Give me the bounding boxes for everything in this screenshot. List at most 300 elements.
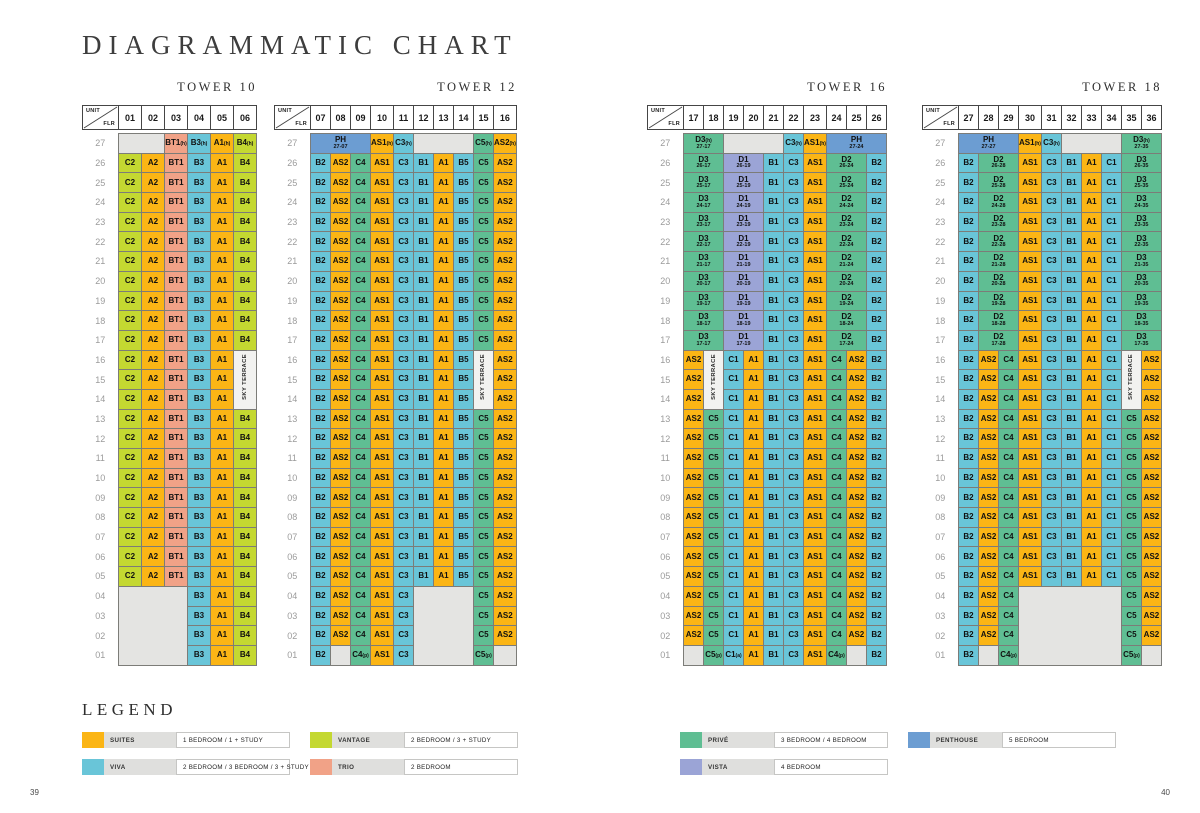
unit-range: 25-19: [736, 183, 751, 190]
unit-label: C1: [728, 413, 739, 423]
unit-label: AS2: [848, 374, 865, 384]
unit-cell-content: [351, 587, 370, 606]
unit-cell: [784, 271, 804, 291]
unit-cell-content: [1062, 272, 1081, 291]
unit-label: B2: [963, 492, 974, 502]
unit-cell: [393, 350, 413, 370]
unit-label: A1: [1086, 335, 1097, 345]
unit-cell: [234, 429, 257, 449]
unit-cell: [351, 252, 371, 272]
legend-desc: 3 BEDROOM / 4 BEDROOM: [774, 732, 888, 748]
unit-cell: [165, 173, 188, 193]
unit-cell: [1121, 409, 1141, 429]
unit-cell-content: [119, 213, 141, 232]
unit-range: 26-35: [1134, 163, 1149, 170]
unit-cell: [493, 508, 516, 528]
unit-label: C5: [708, 590, 719, 600]
unit-cell-content: [1102, 370, 1121, 389]
unit-label: A1: [748, 433, 759, 443]
unit-label: C3(h): [785, 138, 802, 148]
unit-label: AS1: [807, 335, 823, 345]
unit-cell: [331, 193, 351, 213]
unit-cell-content: [744, 547, 763, 566]
unit-label: AS2: [1143, 492, 1160, 502]
unit-cell: [493, 311, 516, 331]
unit-cell: [371, 468, 394, 488]
floor-label: 10: [95, 473, 106, 484]
unit-cell: [1121, 232, 1161, 252]
unit-label: AS1: [807, 551, 823, 561]
unit-range: 25-17: [696, 183, 711, 190]
floor-label: 07: [660, 532, 671, 543]
unit-label: C4: [831, 354, 842, 364]
column-header: 19: [724, 106, 744, 130]
unit-cell: [826, 606, 846, 626]
unit-label: C3: [398, 295, 409, 305]
unit-cell: [371, 291, 394, 311]
unit-cell: [826, 508, 846, 528]
unit-label: AS1: [374, 413, 390, 423]
unit-label: AS1: [374, 453, 390, 463]
unit-cell-content: [454, 154, 473, 173]
unit-range: 24-17: [696, 202, 711, 209]
page-number-left: 39: [30, 788, 39, 797]
unit-range: 25-28: [991, 183, 1006, 190]
unit-cell: [1041, 173, 1061, 193]
unit-cell-content: [1042, 311, 1061, 330]
unit-cell-content: [867, 252, 886, 271]
unit-cell-content: [1042, 292, 1061, 311]
unit-cell-content: [959, 626, 978, 645]
unit-label: B4: [239, 433, 251, 443]
unit-cell: [1041, 547, 1061, 567]
unit-cell-content: [804, 134, 826, 153]
unit-cell-content: [1082, 213, 1101, 232]
unit-cell: [142, 291, 165, 311]
unit-label: AS2: [497, 413, 513, 423]
unit-label: C3: [1046, 433, 1057, 443]
unit-cell-content: [827, 646, 846, 665]
unit-cell: [413, 527, 433, 547]
unit-label: AS2: [848, 472, 865, 482]
unit-cell-content: [784, 213, 803, 232]
unit-range: 27-17: [696, 143, 711, 150]
unit-label: B2: [315, 394, 326, 404]
legend-desc: 2 BEDROOM / 3 BEDROOM / 3 + STUDY: [176, 759, 290, 775]
unit-cell-content: [1042, 173, 1061, 192]
unit-cell: [119, 409, 142, 429]
unit-cell-content: [211, 292, 233, 311]
unit-cell: [211, 291, 234, 311]
unit-range: 23-28: [991, 222, 1006, 229]
unit-cell-content: [979, 626, 998, 645]
unit-cell-content: [827, 193, 866, 212]
unit-range: 24-19: [736, 202, 751, 209]
unit-cell-content: [351, 626, 370, 645]
unit-cell-content: [234, 567, 256, 586]
unit-cell-content: [724, 173, 763, 192]
unit-label: D2: [841, 214, 852, 224]
unit-cell-content: [474, 587, 493, 606]
unit-cell-content: [999, 370, 1018, 389]
unit-cell-content: [784, 429, 803, 448]
unit-cell: [1061, 389, 1081, 409]
corner-unit-label: UNIT: [926, 108, 941, 114]
unit-cell-content: [764, 410, 783, 429]
unit-label: C4: [355, 275, 366, 285]
unit-label: B1: [768, 590, 779, 600]
unit-cell-content: [847, 390, 866, 409]
unit-cell-content: [1082, 528, 1101, 547]
unit-label: AS1: [807, 295, 823, 305]
unit-label: D3: [1136, 332, 1147, 342]
unit-cell-content: [1042, 528, 1061, 547]
unit-cell: [846, 449, 866, 469]
unit-cell-content: [724, 252, 763, 271]
unit-label: B5: [458, 453, 469, 463]
unit-cell: [393, 311, 413, 331]
unit-cell: [211, 429, 234, 449]
unit-cell: [1019, 449, 1042, 469]
unit-label: C5: [478, 453, 489, 463]
unit-cell-content: [827, 429, 846, 448]
corner-flr-label: FLR: [668, 121, 680, 127]
unit-cell-content: [804, 607, 826, 626]
unit-cell: [684, 330, 724, 350]
unit-cell: [744, 449, 764, 469]
unit-label: C2: [124, 413, 136, 423]
unit-cell-content: [351, 410, 370, 429]
unit-cell: [188, 193, 211, 213]
unit-cell-content: [1082, 272, 1101, 291]
unit-cell-content: [827, 508, 846, 527]
unit-cell-content: [1019, 567, 1041, 586]
floor-row: [648, 527, 887, 547]
unit-label: AS2: [1143, 433, 1160, 443]
unit-cell-content: [1062, 449, 1081, 468]
unit-cell-content: [827, 292, 866, 311]
unit-cell-content: [1019, 193, 1041, 212]
unit-label: AS2: [980, 354, 997, 364]
unit-cell-content: [999, 567, 1018, 586]
unit-cell-content: [1019, 213, 1041, 232]
unit-label: AS2: [497, 335, 513, 345]
unit-label: C5: [708, 433, 719, 443]
unit-label: C3: [788, 472, 799, 482]
unit-cell-content: [394, 528, 413, 547]
unit-label: AS1: [374, 472, 390, 482]
unit-cell: [142, 547, 165, 567]
unit-cell-content: [804, 449, 826, 468]
unit-cell: [393, 173, 413, 193]
unit-label: C5: [708, 453, 719, 463]
unit-cell: [684, 212, 724, 232]
unit-cell-content: [784, 488, 803, 507]
unit-label: D2: [993, 154, 1004, 164]
unit-label: C4: [831, 413, 842, 423]
unit-cell: [724, 488, 744, 508]
unit-label: BT1: [168, 315, 184, 325]
unit-cell-content: [827, 370, 846, 389]
unit-cell-content: [1122, 429, 1141, 448]
unit-label: B3: [193, 650, 205, 660]
unit-label: C2: [124, 492, 136, 502]
unit-cell-content: [1102, 154, 1121, 173]
unit-label: C4: [355, 472, 366, 482]
unit-label: A2: [147, 492, 159, 502]
unit-cell: [704, 468, 724, 488]
unit-label: B5: [458, 571, 469, 581]
unit-label: A2: [147, 354, 159, 364]
unit-cell: [744, 429, 764, 449]
unit-cell-content: [142, 311, 164, 330]
unit-cell: [453, 271, 473, 291]
column-header: 13: [433, 106, 453, 130]
unit-cell: [234, 409, 257, 429]
unit-label: D3: [698, 312, 709, 322]
floor-row: [648, 291, 887, 311]
unit-label: C3: [398, 236, 409, 246]
legend-desc: 2 BEDROOM: [404, 759, 518, 775]
unit-cell: [959, 449, 979, 469]
unit-cell-content: [311, 410, 330, 429]
unit-cell: [311, 468, 331, 488]
unit-label: C1: [728, 374, 739, 384]
unit-cell-content: [1062, 351, 1081, 370]
unit-cell-content: [311, 213, 330, 232]
unit-cell-content: [371, 587, 393, 606]
unit-label: AS1: [1022, 433, 1038, 443]
unit-cell: [331, 547, 351, 567]
unit-cell-content: [704, 429, 723, 448]
floor-label: 13: [935, 413, 946, 424]
unit-suffix: (p): [1133, 653, 1140, 660]
unit-cell-content: [371, 429, 393, 448]
corner-unit-label: UNIT: [651, 108, 666, 114]
unit-cell-content: [165, 547, 187, 566]
unit-cell: [764, 330, 784, 350]
unit-cell: [1061, 153, 1081, 173]
unit-cell: [413, 567, 433, 587]
floor-label: 13: [95, 413, 106, 424]
legend-swatch: [310, 732, 332, 748]
floor-label: 04: [287, 591, 298, 602]
unit-label: A2: [147, 216, 159, 226]
unit-label: C5: [478, 551, 489, 561]
unit-label: C1: [1106, 157, 1117, 167]
unit-label: AS1: [1022, 157, 1038, 167]
unit-cell: [724, 449, 744, 469]
unit-cell-content: [827, 528, 846, 547]
unit-cell-content: [827, 232, 866, 251]
unit-cell: [433, 488, 453, 508]
unit-cell: [1121, 527, 1141, 547]
column-header: 08: [331, 106, 351, 130]
unit-label: D2: [841, 174, 852, 184]
unit-label: C4(p): [352, 650, 369, 660]
unit-label: C3: [398, 551, 409, 561]
unit-cell-content: [684, 370, 703, 389]
unit-cell: [473, 409, 493, 429]
unit-cell-content: [744, 508, 763, 527]
unit-cell-content: [119, 370, 141, 389]
unit-label: BT1(h): [165, 138, 187, 148]
unit-cell-content: [764, 626, 783, 645]
unit-cell-content: [351, 390, 370, 409]
unit-cell: [413, 193, 433, 213]
unit-cell: [433, 330, 453, 350]
unit-label: D2: [841, 312, 852, 322]
unit-cell: [804, 173, 827, 193]
unit-cell-content: [234, 252, 256, 271]
unit-cell: [804, 626, 827, 646]
tower-title: TOWER 16: [807, 80, 887, 94]
unit-suffix: (h): [705, 138, 712, 145]
unit-label: C5: [1126, 531, 1137, 541]
unit-cell-content: [847, 508, 866, 527]
unit-cell: [188, 547, 211, 567]
unit-label: AS2: [332, 315, 349, 325]
unit-label: AS2: [848, 551, 865, 561]
floor-row: [923, 212, 1162, 232]
column-header: 06: [234, 106, 257, 130]
unit-cell-content: [1042, 134, 1061, 153]
unit-cell: [979, 232, 1019, 252]
unit-label: C4: [1003, 492, 1014, 502]
unit-cell-content: [331, 626, 350, 645]
unit-cell: [1101, 271, 1121, 291]
unit-label: B2: [963, 590, 974, 600]
unit-cell: [188, 626, 211, 646]
unit-cell-content: [847, 429, 866, 448]
unit-cell: [1141, 488, 1161, 508]
unit-label: C3: [1046, 315, 1057, 325]
unit-cell-content: [764, 154, 783, 173]
unit-cell: [351, 291, 371, 311]
unit-suffix: (h): [1053, 141, 1060, 148]
unit-cell: [1121, 291, 1161, 311]
unit-label: B2: [963, 551, 974, 561]
unit-label: B1: [1066, 374, 1077, 384]
unit-cell-content: [394, 410, 413, 429]
unit-cell-content: [847, 626, 866, 645]
unit-cell-content: [211, 331, 233, 350]
unit-cell-content: [764, 213, 783, 232]
unit-label: C3: [398, 177, 409, 187]
unit-cell: [211, 311, 234, 331]
unit-cell-content: [331, 508, 350, 527]
floor-label: 12: [660, 433, 671, 444]
unit-label: AS1: [807, 256, 823, 266]
unit-label: BT1: [168, 374, 184, 384]
unit-cell-content: [142, 154, 164, 173]
unit-cell: [165, 350, 188, 370]
unit-cell-content: [1082, 154, 1101, 173]
unit-label: C3: [1046, 531, 1057, 541]
unit-cell: [979, 449, 999, 469]
unit-cell-content: [867, 528, 886, 547]
unit-cell: [142, 449, 165, 469]
unit-label: A1: [438, 256, 449, 266]
unit-cell: [453, 429, 473, 449]
unit-label: B2: [963, 650, 974, 660]
unit-label: AS2: [497, 197, 513, 207]
unit-cell-content: [414, 232, 433, 251]
unit-cell: [764, 212, 784, 232]
unit-cell: [211, 547, 234, 567]
floor-label: 19: [660, 295, 671, 306]
unit-label: AS1: [1022, 295, 1038, 305]
unit-cell: [1101, 468, 1121, 488]
unit-cell-content: [188, 213, 210, 232]
unit-label: AS1: [807, 315, 823, 325]
unit-cell: [453, 291, 473, 311]
unit-cell-content: [474, 232, 493, 251]
unit-label: A1: [438, 492, 449, 502]
unit-label: B2: [963, 256, 974, 266]
unit-label: C3: [788, 551, 799, 561]
floor-label: 05: [935, 571, 946, 582]
unit-cell: [234, 468, 257, 488]
floor-label: 02: [95, 630, 106, 641]
unit-cell-content: [959, 311, 978, 330]
unit-label: C3: [788, 315, 799, 325]
unit-cell: [1141, 626, 1161, 646]
unit-cell-content: [211, 607, 233, 626]
unit-cell-content: [1102, 213, 1121, 232]
unit-cell: [473, 212, 493, 232]
unit-label: B2: [963, 453, 974, 463]
unit-cell: [211, 134, 234, 154]
unit-cell-content: [979, 292, 1018, 311]
unit-cell-content: [119, 547, 141, 566]
unit-label: BT1: [168, 354, 184, 364]
unit-label: B5: [458, 472, 469, 482]
unit-label: C4: [355, 354, 366, 364]
floor-label: 23: [935, 217, 946, 228]
unit-cell: [473, 567, 493, 587]
unit-label: AS2: [980, 374, 997, 384]
unit-cell: [724, 389, 744, 409]
unit-label: AS2: [497, 531, 513, 541]
floor-label: 10: [935, 473, 946, 484]
unit-cell: [866, 271, 886, 291]
unit-cell: [119, 212, 142, 232]
unit-cell: [1081, 488, 1101, 508]
unit-cell: [1081, 409, 1101, 429]
floor-label: 19: [935, 295, 946, 306]
unit-label: C4: [355, 571, 366, 581]
unit-label: B1: [418, 492, 429, 502]
unit-label: C3: [1046, 374, 1057, 384]
page-title: DIAGRAMMATIC CHART: [82, 30, 518, 60]
unit-cell-content: [234, 587, 256, 606]
unit-cell-content: [1062, 567, 1081, 586]
unit-cell: [684, 370, 704, 390]
unit-cell-content: [371, 469, 393, 488]
unit-label: A1: [216, 413, 228, 423]
unit-label: C5(h): [475, 138, 492, 148]
unit-cell-content: [211, 646, 233, 665]
unit-cell: [846, 626, 866, 646]
column-header: 16: [493, 106, 516, 130]
unit-label: A2: [147, 472, 159, 482]
unit-cell-content: [827, 587, 846, 606]
unit-cell-content: [351, 646, 370, 665]
unit-cell-content: [959, 607, 978, 626]
unit-label: B2: [871, 236, 882, 246]
unit-label: B3: [193, 177, 205, 187]
